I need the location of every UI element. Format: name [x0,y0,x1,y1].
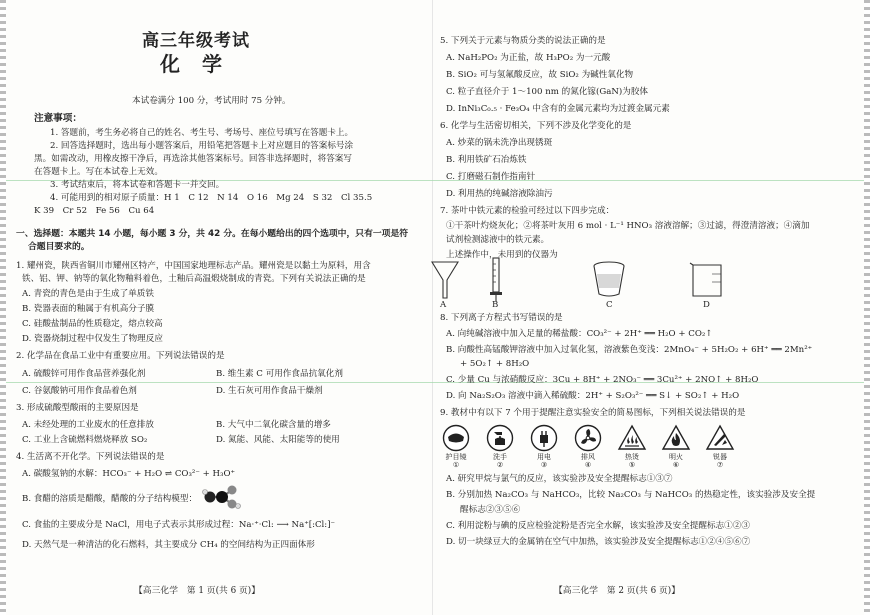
note-line: 1. 答题前，考生务必将自己的姓名、考生号、考场号、座位号填写在答题卡上。 [50,128,354,138]
score-note: 本试卷满分 100 分，考试用时 75 分钟。 [132,96,291,106]
funnel-icon [430,260,460,300]
option-text: C. 粒子直径介于 1～100 nm 的氮化镓(GaN)为胶体 [446,87,649,97]
question-stem: 铁、铝、钾、钠等的氧化物釉料着色，土釉后高温煅烧制成的青瓷。下列有关说法正确的是 [22,274,366,284]
option-text: B. 向酸性高锰酸钾溶液中加入过氧化氢，溶液紫色变浅：2MnO₄⁻ + 5H₂O₂ + 6H⁺ ══ 2Mn²⁺ [446,345,813,355]
option-text: D. 利用热的纯碱溶液除油污 [446,189,553,199]
safety-sign-number: ③ [540,461,548,469]
option-text: B. 维生素 C 可用作食品抗氧化剂 [216,369,343,379]
safety-sign-label: 排风 [581,453,595,461]
question-stem: 1. 耀州瓷，陕西省铜川市耀州区特产，中国国家地理标志产品。耀州瓷是以黏土为原料，用含 [16,261,371,271]
right-page [440,0,860,615]
option-text: A. 向纯碱溶液中加入足量的稀盐酸：CO₃²⁻ + 2H⁺ ══ H₂O + CO₂↑ [446,329,713,339]
apparatus-label: A [440,300,447,310]
note-line: 在答题卡上。写在本试卷上无效。 [34,167,163,177]
safety-sign-label: 锐器 [713,453,727,461]
note-line: 黑。如需改动，用橡皮擦干净后，再选涂其他答案标号。回答非选择题时，将答案写 [34,154,352,164]
safety-sign-handwash [480,424,520,468]
beaker-icon [690,262,724,298]
option-text: A. 青瓷的青色是由于生成了单质铁 [22,289,154,299]
question-stem: 4. 生活离不开化学。下列说法错误的是 [16,452,165,462]
note-line: K 39 Cr 52 Fe 56 Cu 64 [34,206,155,216]
option-text: + 5O₂↑ + 8H₂O [460,359,530,369]
option-text: C. 打磨磁石制作指南针 [446,172,536,182]
safety-sign-goggles [436,424,476,468]
safety-sign-label: 热烫 [625,453,639,461]
option-text: B. 利用铁矿石冶炼铁 [446,155,527,165]
question-stem: ①干茶叶灼烧灰化；②将茶叶灰用 6 mol · L⁻¹ HNO₃ 溶液溶解；③过滤，得澄清溶液；④滴加 [446,221,810,231]
left-page [16,0,424,615]
burette-icon [486,256,506,302]
option-text: D. 天然气是一种清洁的化石燃料，其主要成分 CH₄ 的空间结构为正四面体形 [22,540,315,550]
notes-title: 注意事项： [34,113,82,124]
option-text: A. 硫酸锌可用作食品营养强化剂 [22,369,146,379]
safety-sign-hot [612,424,652,468]
option-text: C. 少量 Cu 与浓硝酸反应：3Cu + 8H⁺ + 2NO₃⁻ ══ 3Cu²⁺ + 2NO↑ + 8H₂O [446,375,759,385]
question-stem: 2. 化学品在食品工业中有重要应用。下列说法错误的是 [16,351,225,361]
option-text: B. SiO₂ 可与氢氟酸反应，故 SiO₂ 为碱性氧化物 [446,70,634,80]
apparatus-label: C [606,300,613,310]
question-stem: 7. 茶叶中铁元素的检验可经过以下四步完成： [440,206,615,216]
open-flame-icon [662,424,690,452]
question-stem: 试剂检测滤液中的铁元素。 [446,235,550,245]
exhaust-fan-icon [574,424,602,452]
acetic-acid-model-icon [202,484,242,510]
safety-sign-number: ④ [584,461,592,469]
option-text: D. 生石灰可用作食品干燥剂 [216,386,323,396]
question-stem: 6. 化学与生活密切相关，下列不涉及化学变化的是 [440,121,632,131]
exam-title: 高三年级考试 [142,31,250,51]
safety-sign-label: 护目镜 [445,453,467,461]
safety-sign-label: 明火 [669,453,683,461]
safety-sign-flame [656,424,696,468]
option-text: D. InNi₃C₀.₅ · Fe₃O₄ 中含有的金属元素均为过渡金属元素 [446,104,670,114]
exam-subject: 化学 [160,52,244,76]
option-text: D. 氮能、风能、太阳能等的使用 [216,435,340,445]
goggles-icon [442,424,470,452]
scan-edge-left [0,0,6,615]
note-line: 2. 回答选择题时，选出每小题答案后，用铅笔把答题卡上对应题目的答案标号涂 [50,141,354,151]
option-text: D. 向 Na₂S₂O₃ 溶液中滴入稀硫酸：2H⁺ + S₂O₃²⁻ ══ S↓ + SO₂↑ + H₂O [446,391,740,401]
option-text: B. 大气中二氧化碳含量的增多 [216,420,331,430]
safety-sign-label: 用电 [537,453,551,461]
safety-sign-electric [524,424,564,468]
apparatus-label: B [492,300,499,310]
apparatus-label: D [703,300,710,310]
question-stem: 8. 下列离子方程式书写错误的是 [440,313,563,323]
option-text: A. 研究甲烷与氯气的反应，该实验涉及安全提醒标志①③⑦ [446,474,673,484]
crucible-icon [592,260,626,298]
section-heading: 一、选择题：本题共 14 小题，每小题 3 分，共 42 分。在每小题给出的四个选项中，只有一项是符 [16,229,409,239]
question-stem: 5. 下列关于元素与物质分类的说法正确的是 [440,36,606,46]
option-text: C. 工业上含硫燃料燃烧释放 SO₂ [22,435,148,445]
note-line: 3. 考试结束后，将本试卷和答题卡一并交回。 [50,180,225,190]
hot-surface-icon [618,424,646,452]
option-text: 醒标志②③⑤⑥ [460,505,521,515]
safety-sign-number: ⑦ [716,461,724,469]
option-text: D. 切一块绿豆大的金属钠在空气中加热，该实验涉及安全提醒标志①②④⑤⑥⑦ [446,537,751,547]
section-heading: 合题目要求的。 [28,242,90,252]
electric-plug-icon [530,424,558,452]
safety-sign-number: ② [496,461,504,469]
option-text: C. 硅酸盐制品的性质稳定，熔点较高 [22,319,163,329]
option-text: B. 瓷器表面的釉属于有机高分子膜 [22,304,155,314]
scan-edge-right [864,0,870,615]
option-text: C. 食盐的主要成分是 NaCl，用电子式表示其形成过程：Na·⁺·Cl: ⟶ Na⁺[:Cl:]⁻ [22,520,336,530]
option-text: A. 碳酸氢钠的水解：HCO₃⁻ + H₂O ⇌ CO₃²⁻ + H₃O⁺ [22,469,236,479]
safety-sign-number: ⑥ [672,461,680,469]
handwash-icon [486,424,514,452]
question-stem: 3. 形成硫酸型酸雨的主要原因是 [16,403,139,413]
safety-sign-number: ⑤ [628,461,636,469]
page-footer: 【高三化学 第 1 页(共 6 页)】 [134,586,261,596]
option-text: B. 食醋的溶质是醋酸，醋酸的分子结构模型： [22,494,198,504]
option-text: C. 谷氨酸钠可用作食品着色剂 [22,386,137,396]
page-fold-line [432,0,433,615]
safety-sign-number: ① [452,461,460,469]
sharp-object-icon [706,424,734,452]
question-stem: 9. 教材中有以下 7 个用于提醒注意实验安全的简易图标，下列相关说法错误的是 [440,408,746,418]
option-text: A. 炒菜的锅未洗净出现锈斑 [446,138,553,148]
safety-sign-exhaust [568,424,608,468]
safety-sign-label: 洗手 [493,453,507,461]
safety-sign-sharp [700,424,740,468]
option-text: A. 未经处理的工业废水的任意排放 [22,420,154,430]
option-text: B. 分别加热 Na₂CO₃ 与 NaHCO₃，比较 Na₂CO₃ 与 NaHCO₃ 的热稳定性，该实验涉及安全提 [446,490,816,500]
option-text: A. NaH₂PO₂ 为正盐，故 H₃PO₂ 为一元酸 [446,53,611,63]
option-text: D. 瓷器烧制过程中仅发生了物理反应 [22,334,163,344]
page-footer: 【高三化学 第 2 页(共 6 页)】 [554,586,681,596]
note-line: 4. 可能用到的相对原子质量：H 1 C 12 N 14 O 16 Mg 24 S 32 Cl 35.5 [50,193,373,203]
option-text: C. 利用淀粉与碘的反应检验淀粉是否完全水解，该实验涉及安全提醒标志①②③ [446,521,750,531]
question-stem: 上述操作中，未用到的仪器为 [446,250,558,260]
